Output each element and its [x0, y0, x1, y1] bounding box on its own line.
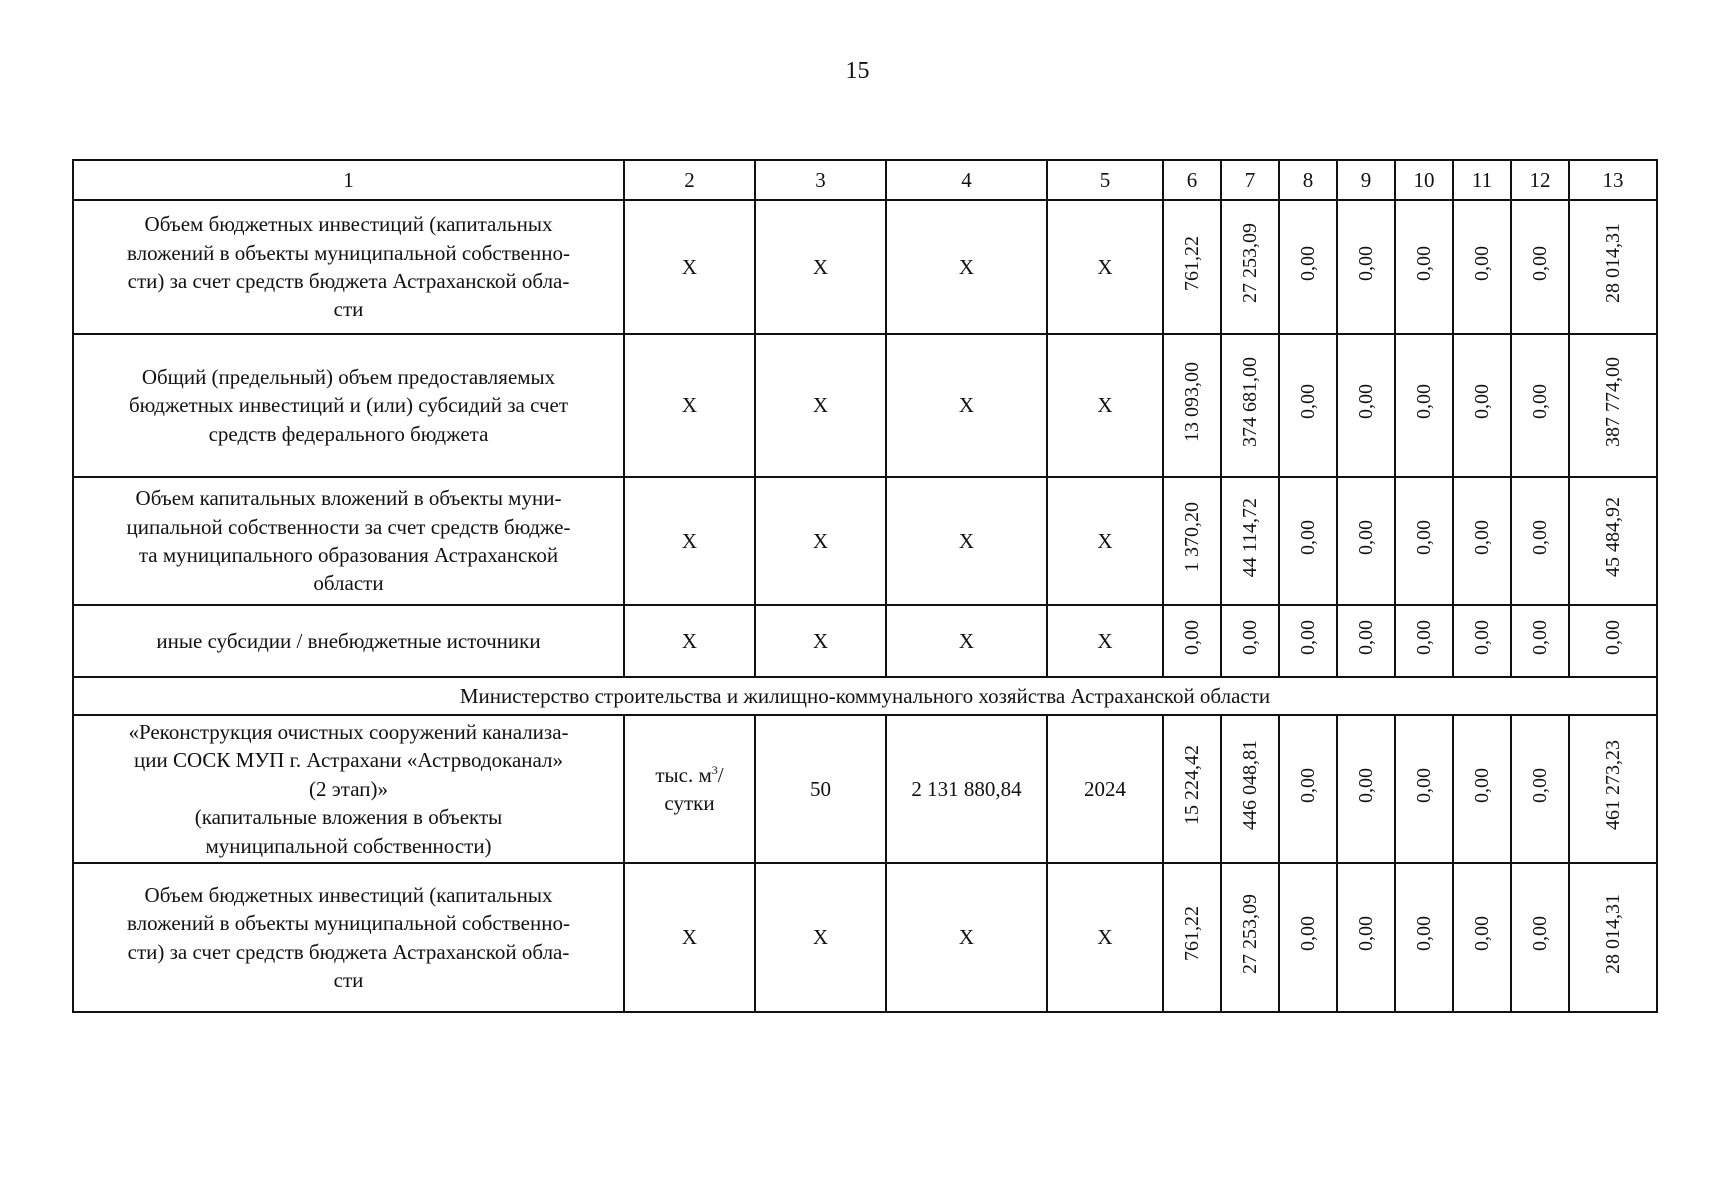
value-cell: 0,00: [1511, 715, 1569, 863]
value-cell: 0,00: [1337, 863, 1395, 1012]
total-cell: 461 273,23: [1569, 715, 1657, 863]
budget-table: [72, 159, 1658, 1013]
column-header: 8: [1279, 160, 1337, 200]
row-description: иные субсидии / внебюджетные источники: [73, 605, 624, 677]
value-cell: 0,00: [1453, 477, 1511, 605]
capacity-cell: Х: [755, 863, 886, 1012]
column-header: 13: [1569, 160, 1657, 200]
value-cell: 1 370,20: [1163, 477, 1221, 605]
value-cell: 0,00: [1279, 863, 1337, 1012]
value-cell: 13 093,00: [1163, 334, 1221, 477]
section-row: [73, 677, 1657, 715]
value-cell: 44 114,72: [1221, 477, 1279, 605]
table-row: [73, 200, 1657, 334]
column-header: 10: [1395, 160, 1453, 200]
value-cell: 446 048,81: [1221, 715, 1279, 863]
row-description: Общий (предельный) объем предоставляемых бюджетных инвестиций и (или) субсидий за счет средств федерального бюджета: [73, 334, 624, 477]
unit-cell: тыс. $м^3/$ сутки: [624, 715, 755, 863]
cost-cell: 2 131 880,84: [886, 715, 1047, 863]
cost-cell: Х: [886, 200, 1047, 334]
value-cell: 0,00: [1453, 715, 1511, 863]
value-cell: 27 253,09: [1221, 863, 1279, 1012]
page-number: 15: [845, 58, 870, 84]
value-cell: 761,22: [1163, 863, 1221, 1012]
capacity-cell: Х: [755, 200, 886, 334]
row-description: Объем капитальных вложений в объекты муни- ципальной собственности за счет средств бюдже- та муниципального образования Астраханской области: [73, 477, 624, 605]
row-description: «Реконструкция очистных сооружений канализа- ции СОСК МУП г. Астрахани «Астрводоканал» (2 этап)» (капитальные вложения в объекты муниципальной собственности): [73, 715, 624, 863]
capacity-cell: Х: [755, 605, 886, 677]
capacity-cell: Х: [755, 334, 886, 477]
table-row: [73, 334, 1657, 477]
column-header: 9: [1337, 160, 1395, 200]
value-cell: 27 253,09: [1221, 200, 1279, 334]
cost-cell: Х: [886, 605, 1047, 677]
year-cell: Х: [1047, 863, 1163, 1012]
value-cell: 0,00: [1511, 605, 1569, 677]
cost-cell: Х: [886, 863, 1047, 1012]
cost-cell: Х: [886, 477, 1047, 605]
column-header: 2: [624, 160, 755, 200]
value-cell: 374 681,00: [1221, 334, 1279, 477]
year-cell: 2024: [1047, 715, 1163, 863]
value-cell: 0,00: [1511, 477, 1569, 605]
unit-cell: Х: [624, 200, 755, 334]
value-cell: 0,00: [1337, 334, 1395, 477]
value-cell: 0,00: [1221, 605, 1279, 677]
unit-cell: Х: [624, 605, 755, 677]
cost-cell: Х: [886, 334, 1047, 477]
column-header: 5: [1047, 160, 1163, 200]
table-row: [73, 605, 1657, 677]
column-header: 6: [1163, 160, 1221, 200]
capacity-cell: Х: [755, 477, 886, 605]
value-cell: 0,00: [1163, 605, 1221, 677]
value-cell: 0,00: [1395, 334, 1453, 477]
value-cell: 15 224,42: [1163, 715, 1221, 863]
capacity-cell: 50: [755, 715, 886, 863]
value-cell: 0,00: [1511, 200, 1569, 334]
column-header: 12: [1511, 160, 1569, 200]
value-cell: 0,00: [1453, 863, 1511, 1012]
section-title: Министерство строительства и жилищно-коммунального хозяйства Астраханской области: [73, 677, 1657, 715]
total-cell: 0,00: [1569, 605, 1657, 677]
value-cell: 0,00: [1395, 715, 1453, 863]
value-cell: 0,00: [1337, 477, 1395, 605]
value-cell: 0,00: [1453, 334, 1511, 477]
unit-cell: Х: [624, 477, 755, 605]
year-cell: Х: [1047, 200, 1163, 334]
value-cell: 761,22: [1163, 200, 1221, 334]
value-cell: 0,00: [1453, 605, 1511, 677]
unit-cell: Х: [624, 863, 755, 1012]
value-cell: 0,00: [1395, 863, 1453, 1012]
value-cell: 0,00: [1279, 334, 1337, 477]
value-cell: 0,00: [1395, 477, 1453, 605]
table-row: [73, 477, 1657, 605]
total-cell: 45 484,92: [1569, 477, 1657, 605]
column-header: 3: [755, 160, 886, 200]
value-cell: 0,00: [1511, 863, 1569, 1012]
year-cell: Х: [1047, 605, 1163, 677]
table-row: [73, 863, 1657, 1012]
table-row: [73, 715, 1657, 863]
total-cell: 28 014,31: [1569, 863, 1657, 1012]
year-cell: Х: [1047, 334, 1163, 477]
column-header: 4: [886, 160, 1047, 200]
value-cell: 0,00: [1395, 605, 1453, 677]
value-cell: 0,00: [1337, 715, 1395, 863]
row-description: Объем бюджетных инвестиций (капитальных вложений в объекты муниципальной собственно- сти) за счет средств бюджета Астраханской обла- сти: [73, 200, 624, 334]
year-cell: Х: [1047, 477, 1163, 605]
value-cell: 0,00: [1279, 200, 1337, 334]
column-header: 11: [1453, 160, 1511, 200]
column-number-row: [73, 160, 1657, 200]
value-cell: 0,00: [1395, 200, 1453, 334]
value-cell: 0,00: [1279, 605, 1337, 677]
total-cell: 387 774,00: [1569, 334, 1657, 477]
total-cell: 28 014,31: [1569, 200, 1657, 334]
value-cell: 0,00: [1279, 477, 1337, 605]
value-cell: 0,00: [1511, 334, 1569, 477]
value-cell: 0,00: [1453, 200, 1511, 334]
column-header: 7: [1221, 160, 1279, 200]
column-header: 1: [73, 160, 624, 200]
value-cell: 0,00: [1337, 605, 1395, 677]
value-cell: 0,00: [1337, 200, 1395, 334]
row-description: Объем бюджетных инвестиций (капитальных вложений в объекты муниципальной собственно- сти) за счет средств бюджета Астраханской обла- сти: [73, 863, 624, 1012]
value-cell: 0,00: [1279, 715, 1337, 863]
unit-cell: Х: [624, 334, 755, 477]
